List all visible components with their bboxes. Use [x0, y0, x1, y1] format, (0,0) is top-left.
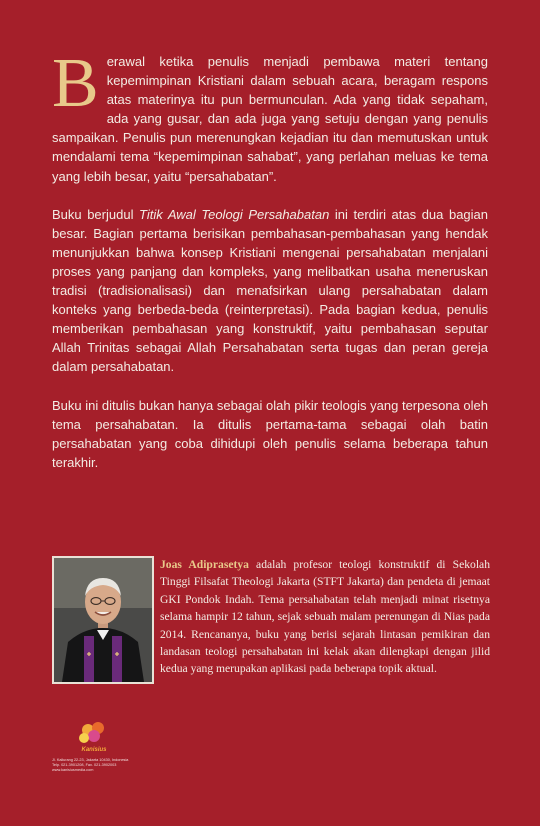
publisher-address-line3: www.kanisiusmedia.com: [52, 768, 94, 772]
publisher-address-line1: Jl. Kaliurang 22-23, Jakarta 10430, Indonesia: [52, 758, 129, 762]
author-name: Joas Adiprasetya: [160, 558, 249, 571]
book-title: Titik Awal Teologi Persahabatan: [139, 206, 330, 222]
author-bio-text: adalah profesor teologi konstruktif di Sekolah Tinggi Filsafat Theologi Jakarta (STFT Jakarta) dan pendeta di jemaat GKI Pondok Indah. Tema persahabatan telah menjadi minat risetnya selama hampir 12 tahun, sejak sebuah malam perenungan di Nias pada 2014. Rencananya, buku yang berisi sejarah lintasan pemikiran dan landasan teologi persahabatan ini kelak akan dilengkapi dengan jilid kedua yang merupakan aplikasi pada beberapa topik aktual.: [160, 558, 490, 676]
blurb-paragraph-3: Buku ini ditulis bukan hanya sebagai olah pikir teologis yang terpesona oleh tema persahabatan. Ia ditulis pertama-tama sebagai olah batin persahabatan yang coba dihidupi oleh penulis selama beberapa tahun terakhir.: [52, 397, 488, 470]
blurb-paragraph-2: [52, 205, 488, 377]
publisher-logo-text: Kanisius: [81, 747, 107, 753]
blurb-paragraph-1-text: erawal ketika penulis menjadi pembawa materi tentang kepemimpinan Kristiani dalam sebuah acara, beragam respons atas materinya itu pun bermunculan. Ada yang tidak sepaham, ada yang gusar, dan ada juga yang setuju dengan yang penulis sampaikan. Penulis pun merenungkan kejadian itu dan memutuskan untuk mendalami tema “kepemimpinan sahabat”, yang perlahan meluas ke tema yang lebih besar, yaitu “persahabatan”.: [52, 54, 488, 184]
blurb-paragraph-2-text: ini terdiri atas dua bagian besar. Bagian pertama berisikan pembahasan-pembahasan yang hendak menunjukkan bahwa konsep Kristiani mengenai persahabatan menjalani proses yang panjang dan kompleks, yang melibatkan usaha meneruskan tradisi (tradisionalisasi) dan menafsirkan ulang persahabatan dalam konteks yang berbeda-beda (reinterpretasi). Pada bagian kedua, penulis memberikan pembahasan yang konstruktif, yaitu pembahasan seputar Allah Trinitas sebagai Allah Persahabatan serta tugas dan peran gereja dalam persahabatan.: [52, 206, 488, 375]
author-bio: [160, 556, 490, 678]
author-portrait-illustration: [54, 558, 152, 682]
blurb-paragraph-1: [52, 45, 488, 186]
author-photo: [52, 556, 154, 684]
blurb-text: [52, 45, 488, 491]
drop-cap: B: [52, 45, 99, 122]
publisher-address: [52, 758, 192, 773]
blurb-paragraph-2-lead: Buku berjudul: [52, 206, 140, 222]
publisher-address-line2: Telp. 021-3901208, Fax. 021-3902003: [52, 763, 117, 767]
